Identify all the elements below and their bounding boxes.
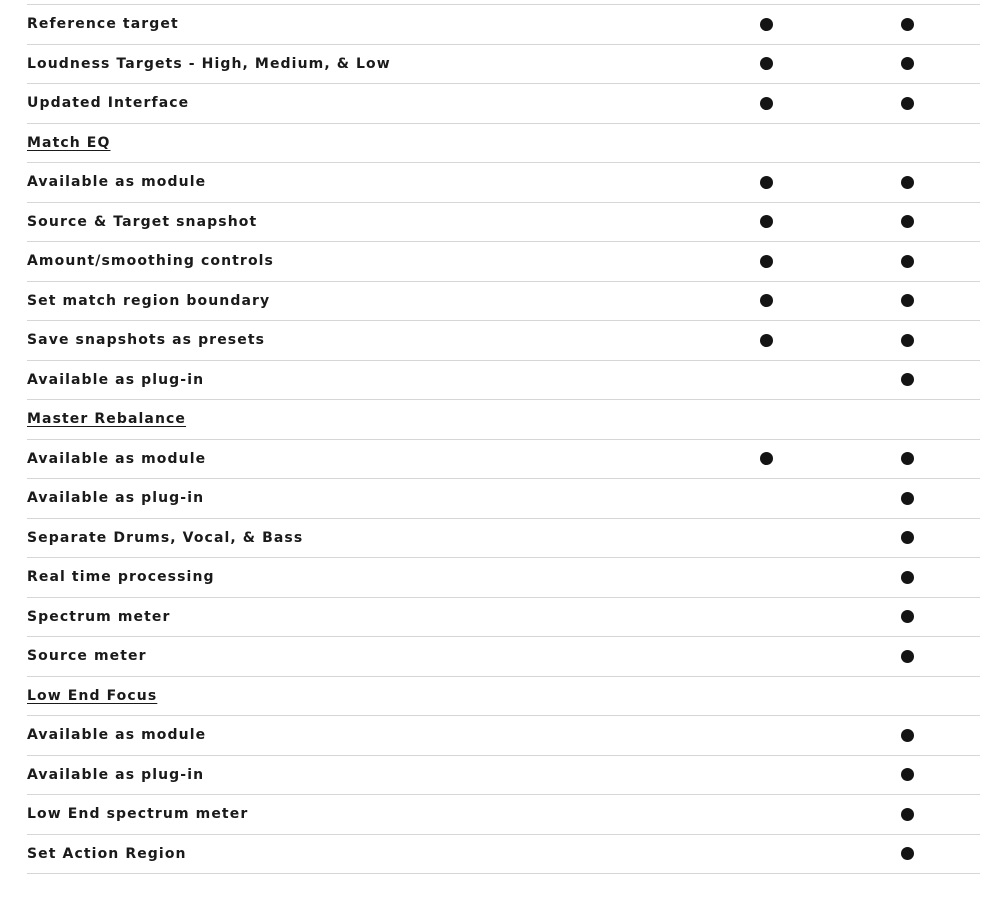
included-dot-icon	[760, 334, 773, 347]
feature-label: Available as module	[27, 727, 207, 744]
feature-label: Real time processing	[27, 569, 215, 586]
feature-label: Available as plug-in	[27, 371, 205, 388]
included-dot-icon	[901, 452, 914, 465]
feature-label: Loudness Targets - High, Medium, & Low	[27, 55, 391, 72]
feature-label: Low End spectrum meter	[27, 806, 249, 823]
feature-row	[27, 440, 980, 480]
feature-row	[27, 558, 980, 598]
included-dot-icon	[901, 768, 914, 781]
included-dot-icon	[760, 294, 773, 307]
feature-label: Updated Interface	[27, 95, 190, 112]
included-dot-icon	[901, 808, 914, 821]
included-dot-icon	[901, 334, 914, 347]
included-dot-icon	[901, 294, 914, 307]
feature-label: Separate Drums, Vocal, & Bass	[27, 529, 304, 546]
included-dot-icon	[760, 57, 773, 70]
feature-row	[27, 519, 980, 559]
section-title: Low End Focus	[27, 687, 158, 704]
section-header-row	[27, 677, 980, 717]
section-header-row	[27, 400, 980, 440]
feature-label: Available as module	[27, 174, 207, 191]
feature-label: Available as plug-in	[27, 766, 205, 783]
included-dot-icon	[760, 18, 773, 31]
included-dot-icon	[901, 492, 914, 505]
feature-comparison-table	[27, 4, 980, 874]
feature-label: Set Action Region	[27, 845, 187, 862]
section-title: Match EQ	[27, 134, 111, 151]
feature-row	[27, 163, 980, 203]
section-header-row	[27, 124, 980, 164]
included-dot-icon	[760, 97, 773, 110]
included-dot-icon	[901, 373, 914, 386]
feature-row	[27, 756, 980, 796]
included-dot-icon	[901, 18, 914, 31]
feature-row	[27, 5, 980, 45]
included-dot-icon	[901, 215, 914, 228]
feature-row	[27, 321, 980, 361]
feature-row	[27, 45, 980, 85]
feature-row	[27, 598, 980, 638]
feature-row	[27, 479, 980, 519]
included-dot-icon	[760, 452, 773, 465]
included-dot-icon	[760, 255, 773, 268]
included-dot-icon	[901, 97, 914, 110]
feature-label: Spectrum meter	[27, 608, 171, 625]
included-dot-icon	[901, 847, 914, 860]
section-title: Master Rebalance	[27, 411, 187, 428]
feature-label: Source meter	[27, 648, 147, 665]
included-dot-icon	[901, 255, 914, 268]
feature-label: Save snapshots as presets	[27, 332, 266, 349]
included-dot-icon	[901, 729, 914, 742]
feature-row	[27, 716, 980, 756]
feature-row	[27, 203, 980, 243]
included-dot-icon	[901, 610, 914, 623]
feature-label: Set match region boundary	[27, 292, 271, 309]
included-dot-icon	[760, 215, 773, 228]
feature-label: Available as plug-in	[27, 490, 205, 507]
feature-row	[27, 637, 980, 677]
included-dot-icon	[901, 176, 914, 189]
feature-row	[27, 242, 980, 282]
feature-label: Reference target	[27, 16, 179, 33]
feature-row	[27, 84, 980, 124]
feature-row	[27, 835, 980, 875]
included-dot-icon	[901, 571, 914, 584]
feature-label: Source & Target snapshot	[27, 213, 258, 230]
included-dot-icon	[901, 57, 914, 70]
feature-label: Amount/smoothing controls	[27, 253, 274, 270]
included-dot-icon	[901, 531, 914, 544]
included-dot-icon	[760, 176, 773, 189]
included-dot-icon	[901, 650, 914, 663]
feature-label: Available as module	[27, 450, 207, 467]
feature-row	[27, 795, 980, 835]
feature-row	[27, 282, 980, 322]
feature-row	[27, 361, 980, 401]
